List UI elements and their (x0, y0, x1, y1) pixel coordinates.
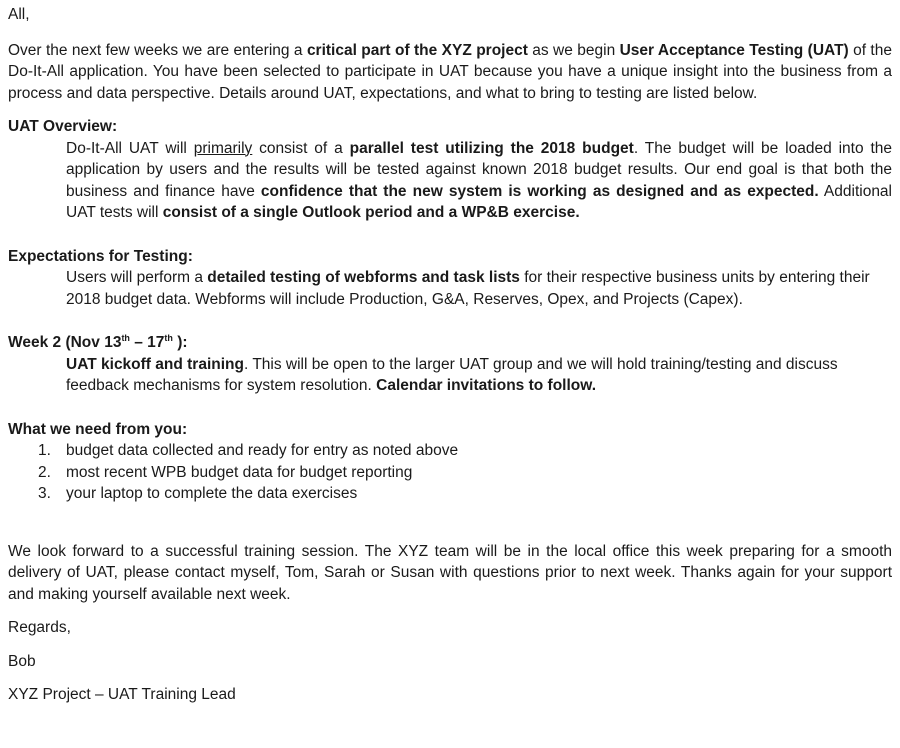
overview-bold: parallel test utilizing the 2018 budget (349, 139, 634, 157)
list-item-text: most recent WPB budget data for budget reporting (66, 463, 413, 481)
list-item (8, 440, 892, 462)
intro-paragraph (8, 40, 892, 105)
expectations-heading: Expectations for Testing: (8, 247, 193, 265)
closing-paragraph: We look forward to a successful training session. The XYZ team will be in the local office this week preparing for a smooth delivery of UAT, please contact myself, Tom, Sarah or Susan with questions prior to next week. Thanks again for your support and making yourself available next week. (8, 542, 892, 603)
overview-text: consist of a (252, 139, 350, 157)
expectations-bold: detailed testing of webforms and task lists (207, 269, 520, 286)
expectations-paragraph (8, 267, 892, 310)
list-item (8, 462, 892, 484)
list-item-number: 3. (38, 485, 51, 502)
intro-text: as we begin (527, 41, 620, 59)
intro-text: of the Do-It-All application. You have been selected to participate in UAT because you have a unique insight into the business from a process and data perspective. Details around UAT, expectations, and what to bring to testing are listed below. (8, 41, 892, 102)
overview-text: . The budget will be loaded into the application by users and the results will be tested against known 2018 budget results. Our end goal is that both the business and finance have (66, 139, 893, 200)
list-item (8, 483, 892, 505)
list-item-text: your laptop to complete the data exercises (66, 485, 358, 502)
week2-superscript: th (164, 332, 173, 343)
week2-superscript: th (121, 332, 130, 343)
list-item-number: 2. (38, 463, 51, 481)
week2-paragraph (8, 354, 892, 397)
signature-name: Bob (8, 652, 36, 670)
overview-underline: primarily (193, 139, 253, 157)
week2-heading-text: Week 2 (Nov 13 (8, 334, 122, 351)
intro-bold-project: critical part of the XYZ project (306, 41, 528, 59)
regards: Regards, (8, 619, 71, 636)
week2-heading-text: ): (172, 334, 188, 351)
needs-heading: What we need from you: (8, 420, 188, 438)
overview-bold: consist of a single Outlook period and a WP&B exercise. (162, 204, 580, 221)
week2-bold: UAT kickoff and training (66, 355, 244, 373)
intro-text: Over the next few weeks we are entering a (8, 41, 307, 59)
intro-bold-uat: User Acceptance Testing (UAT) (619, 41, 849, 59)
signature-title: XYZ Project – UAT Training Lead (8, 686, 236, 703)
expectations-text: for their respective business units by entering their 2018 budget data. Webforms will include Production, G&A, Reserves, Opex, and Projects (Capex). (66, 269, 870, 308)
list-item-text: budget data collected and ready for entry as noted above (66, 442, 459, 459)
week2-heading-text: – 17 (129, 334, 165, 351)
week2-heading (8, 332, 892, 354)
needs-list (8, 440, 892, 505)
overview-bold: confidence that the new system is working as designed and as expected. (260, 182, 819, 200)
overview-text: Do-It-All UAT will (66, 139, 194, 157)
overview-text: Additional UAT tests will (66, 182, 892, 221)
greeting: All, (8, 6, 30, 23)
overview-paragraph (8, 138, 892, 224)
week2-bold: Calendar invitations to follow. (376, 377, 597, 394)
week2-text: . This will be open to the larger UAT group and we will hold training/testing and discuss feedback mechanisms for system resolution. (66, 355, 838, 394)
overview-heading: UAT Overview: (8, 118, 118, 135)
expectations-text: Users will perform a (66, 269, 208, 286)
list-item-number: 1. (38, 442, 51, 459)
